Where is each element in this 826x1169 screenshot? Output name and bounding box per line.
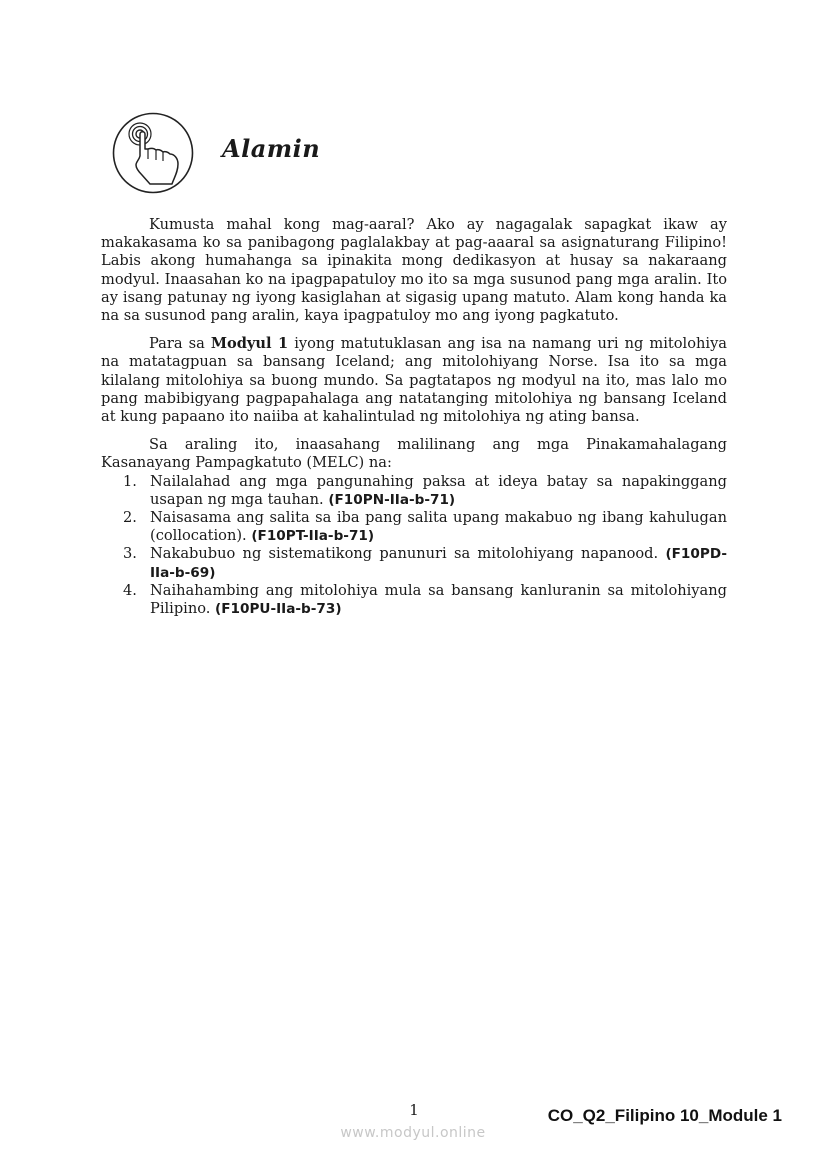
module-name: Modyul 1 bbox=[210, 335, 289, 353]
objective-item bbox=[123, 581, 727, 618]
objective-text: Naihahambing ang mitolohiya mula sa bansang kanluranin sa mitolohiyang Pilipino. bbox=[150, 581, 727, 618]
watermark: www.modyul.online bbox=[340, 1125, 486, 1141]
module-paragraph-lead: Para sa bbox=[149, 335, 205, 353]
melc-paragraph: Sa araling ito, inaasahang malilinang ang mga Pinakamahalagang Kasanayang Pampagkatuto (MELC) na: bbox=[101, 436, 727, 472]
objectives-list bbox=[101, 473, 727, 619]
objective-text: Nakabubuo ng sistematikong panunuri sa mitolohiyang napanood. bbox=[150, 545, 659, 563]
objective-number: 2. bbox=[123, 509, 137, 527]
section-header bbox=[112, 112, 612, 196]
hand-tap-icon bbox=[112, 112, 194, 194]
section-title: Alamin bbox=[222, 134, 321, 163]
objective-code: (F10PU-IIa-b-73) bbox=[215, 601, 342, 618]
objective-number: 1. bbox=[123, 472, 137, 490]
objective-number: 3. bbox=[123, 545, 137, 563]
module-paragraph bbox=[101, 335, 727, 426]
page-number: 1 bbox=[409, 1101, 419, 1119]
objective-item bbox=[123, 545, 727, 581]
objective-item bbox=[123, 472, 727, 509]
module-paragraph-rest: iyong matutuklasan ang isa na namang uri ng mitolohiya na matatagpuan sa bansang Iceland; ang mitolohiyang Norse. Isa ito sa mga kilalang mitolohiya sa buong mundo. Sa pagtatapos ng modyul na ito, mas lalo mo pang mabibigyang pagpapahalaga ang natatanging mitolohiya ng bansang Iceland at kung papaano ito naiiba at kahalintulad ng mitolohiya ng ating bansa. bbox=[101, 335, 728, 426]
objective-code: (F10PN-IIa-b-71) bbox=[328, 491, 456, 508]
objective-item bbox=[123, 509, 727, 545]
objective-code: (F10PT-IIa-b-71) bbox=[251, 528, 375, 545]
module-code: CO_Q2_Filipino 10_Module 1 bbox=[547, 1106, 782, 1125]
objective-code: (F10PD-IIa-b-69) bbox=[150, 546, 727, 581]
objective-text: Nailalahad ang mga pangunahing paksa at ideya batay sa napakinggang usapan ng mga tauhan. bbox=[150, 472, 727, 508]
objective-text: Naisasama ang salita sa iba pang salita upang makabuo ng ibang kahulugan (collocation). bbox=[150, 509, 727, 545]
body-content bbox=[101, 216, 727, 618]
objective-number: 4. bbox=[123, 581, 137, 599]
intro-paragraph: Kumusta mahal kong mag-aaral? Ako ay nagagalak sapagkat ikaw ay makakasama ko sa panibagong paglalakbay at pag-aaaral sa asignaturang Filipino! Labis akong humahanga sa ipinakita mong dedikasyon at husay sa nakaraang modyul. Inaasahan ko na ipagpapatuloy mo ito sa mga susunod pang mga aralin. Ito ay isang patunay ng iyong kasiglahan at sigasig upang matuto. Alam kong handa ka na sa susunod pang aralin, kaya ipagpatuloy mo ang iyong pagkatuto. bbox=[101, 216, 727, 325]
